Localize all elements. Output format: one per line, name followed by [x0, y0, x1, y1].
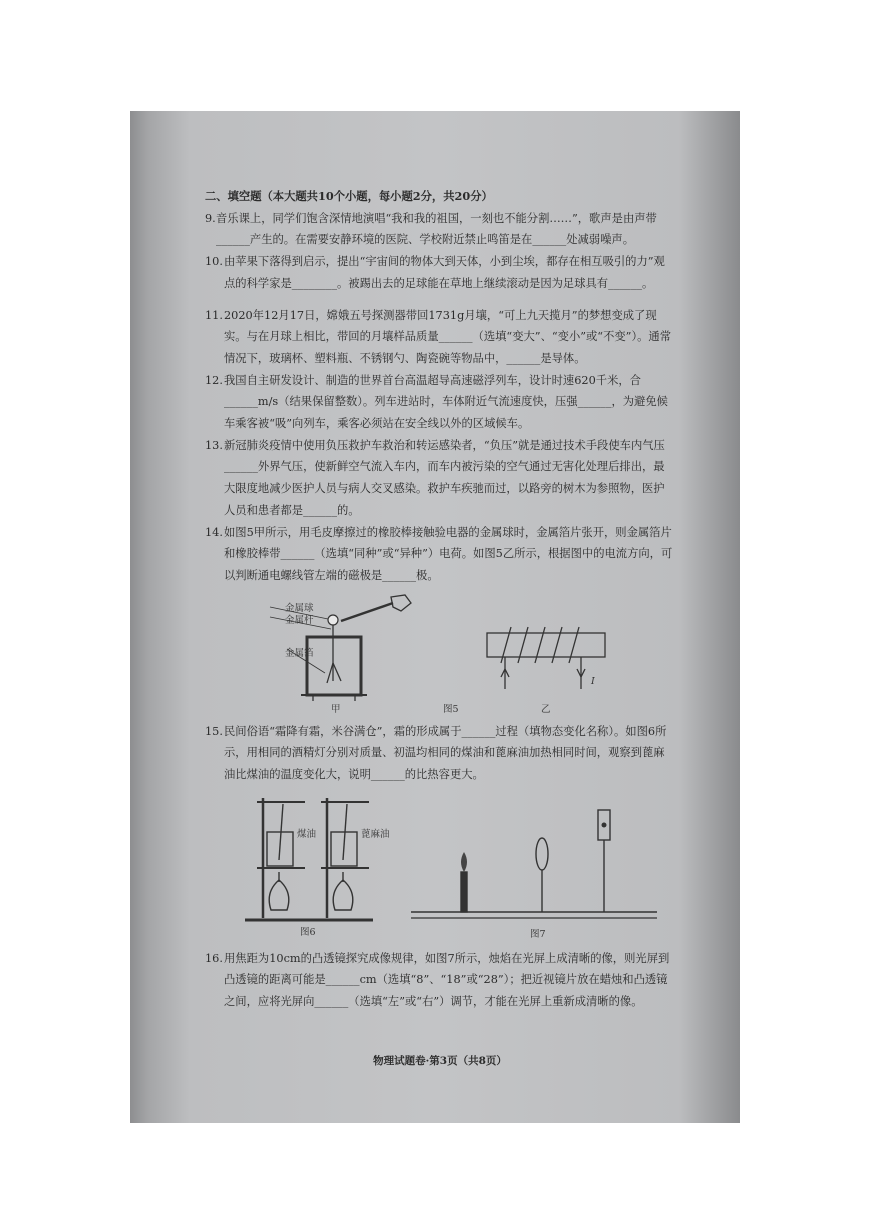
label-jia: 甲: [331, 703, 341, 715]
question-9: [205, 208, 675, 251]
question-12: [205, 370, 675, 435]
question-text: 由苹果下落得到启示，提出“宇宙间的物体大到天体，小到尘埃，都存在相互吸引的力”观点的科学家是________。被踢出去的足球能在草地上继续滚动是因为足球具有______。: [224, 255, 665, 290]
question-number: 12.: [205, 373, 223, 387]
question-16: [205, 948, 675, 1013]
label-kerosene: 煤油: [297, 828, 317, 840]
question-number: 9.: [205, 211, 216, 225]
section-title: 二、填空题（本大题共10个小题，每小题2分，共20分）: [205, 189, 493, 203]
question-11: [205, 305, 675, 370]
photographed-page: [130, 111, 740, 1123]
question-text: 民间俗语“霜降有霜，米谷满仓”，霜的形成属于______过程（填物态变化名称）。如图6所示，用相同的酒精灯分别对质量、初温均相同的煤油和蓖麻油加热相同时间，观察到蓖麻油比煤油的温度变化大，说明______的比热容更大。: [224, 724, 667, 782]
question-number: 14.: [205, 525, 223, 539]
figure-5-caption: 图5: [443, 703, 459, 715]
question-number: 15.: [205, 724, 223, 738]
question-number: 11.: [205, 308, 223, 322]
question-text: 新冠肺炎疫情中使用负压救护车救治和转运感染者，“负压”就是通过技术手段使车内气压______外界气压，使新鲜空气流入车内，而车内被污染的空气通过无害化处理后排出，最大限度地减少医护人员与病人交叉感染。救护车疾驰而过，以路旁的树木为参照物，医护人员和患者都是______的。: [224, 438, 665, 517]
figures-6-7-drawing: [205, 790, 675, 938]
figure-6-caption: 图6: [300, 926, 316, 938]
label-yi: 乙: [541, 703, 551, 715]
label-metal-foil: 金属箔: [285, 647, 314, 659]
question-number: 13.: [205, 438, 223, 452]
page-footer: 物理试题卷·第3页（共8页）: [373, 1055, 507, 1067]
exam-sheet: [205, 186, 675, 1091]
label-metal-rod: 金属杆: [285, 614, 314, 626]
question-13: [205, 435, 675, 522]
question-number: 10.: [205, 255, 223, 269]
figure-5: [205, 593, 675, 715]
question-15: [205, 721, 675, 786]
question-text: 音乐课上，同学们饱含深情地演唱“我和我的祖国，一刻也不能分割……”，歌声是由声带______产生的。在需要安静环境的医院、学校附近禁止鸣笛是在______处减弱噪声。: [216, 211, 657, 247]
question-text: 用焦距为10cm的凸透镜探究成像规律，如图7所示，烛焰在光屏上成清晰的像，则光屏到凸透镜的距离可能是______cm（选填“8”、“18”或“28”）；把近视镜片放在蜡烛和凸透镜之间，应将光屏向______（选填“左”或“右”）调节，才能在光屏上重新成清晰的像。: [224, 951, 670, 1009]
figure-7-caption: 图7: [530, 928, 546, 940]
label-current: I: [591, 675, 595, 687]
question-text: 2020年12月17日，嫦娥五号探测器带回1731g月壤，“可上九天揽月”的梦想变成了现实。与在月球上相比，带回的月壤样品质量______（选填“变大”、“变小”或“不变”）。通常情况下，玻璃杯、塑料瓶、不锈钢勺、陶瓷碗等物品中，______是导体。: [224, 308, 671, 365]
question-text: 我国自主研发设计、制造的世界首台高温超导高速磁浮列车，设计时速620千米，合______m/s（结果保留整数）。列车进站时，车体附近气流速度快，压强______，为避免候车乘客被“吸”向列车，乘客必须站在安全线以外的区域候车。: [224, 373, 668, 431]
question-10: [205, 251, 675, 294]
figure-5-drawing: [205, 593, 675, 711]
figures-6-7: [205, 790, 675, 938]
question-number: 16.: [205, 951, 223, 965]
label-castor-oil: 蓖麻油: [361, 828, 390, 840]
question-14: [205, 522, 675, 587]
label-metal-ball: 金属球: [285, 602, 314, 614]
question-text: 如图5甲所示，用毛皮摩擦过的橡胶棒接触验电器的金属球时，金属箔片张开，则金属箔片和橡胶棒带______（选填“同种”或“异种”）电荷。如图5乙所示，根据图中的电流方向，可以判断通电螺线管左端的磁极是______极。: [224, 525, 673, 582]
